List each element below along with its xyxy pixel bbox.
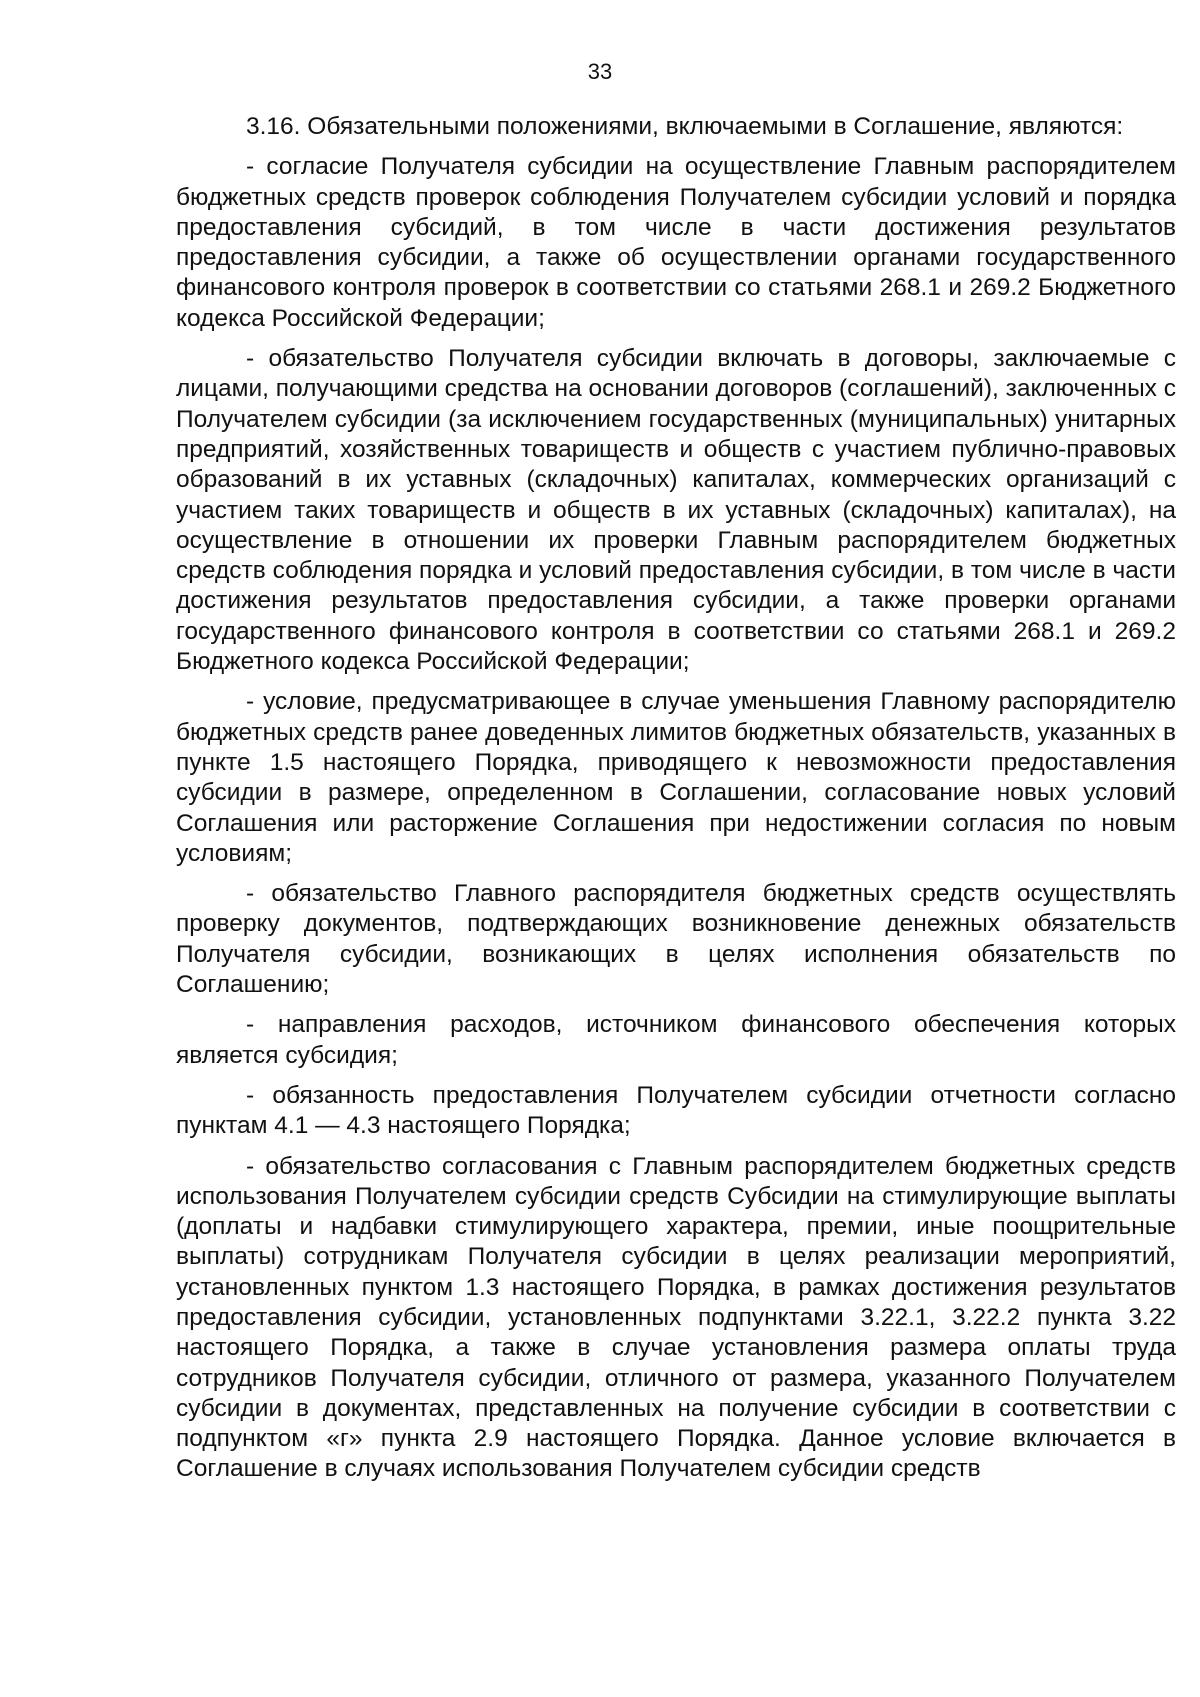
- paragraph-limits-reduction: - условие, предусматривающее в случае уменьшения Главному распорядителю бюджетных средств ранее доведенных лимитов бюджетных обязательств, указанных в пункте 1.5 настоящего Порядка, приводящего к невозможности предоставления субсидии в размере, определенном в Соглашении, согласование новых условий Соглашения или расторжение Соглашения при недостижении согласия по новым условиям;: [176, 688, 1176, 867]
- paragraph-obligation-contracts: - обязательство Получателя субсидии включать в договоры, заключаемые с лицами, получающими средства на основании договоров (соглашений), заключенных с Получателем субсидии (за исключением государственных (муниципальных) унитарных предприятий, хозяйственных товариществ и обществ с участием публично-правовых образований в их уставных (складочных) капиталах, коммерческих организаций с участием таких товариществ и обществ в их уставных (складочных) капиталах), на осуществление в отношении их проверки Главным распорядителем бюджетных средств соблюдения порядка и условий предоставления субсидии, в том числе в части достижения результатов предоставления субсидии, а также проверки органами государственного финансового контроля в соответствии со статьями 268.1 и 269.2 Бюджетного кодекса Российской Федерации;: [176, 345, 1176, 676]
- paragraph-incentive-payments: - обязательство согласования с Главным распорядителем бюджетных средств использования Получателем субсидии средств Субсидии на стимулирующие выплаты (доплаты и надбавки стимулирующего характера, премии, иные поощрительные выплаты) сотрудникам Получателя субсидии в целях реализации мероприятий, установленных пунктом 1.3 настоящего Порядка, в рамках достижения результатов предоставления субсидии, установленных подпунктами 3.22.1, 3.22.2 пункта 3.22 настоящего Порядка, а также в случае установления размера оплаты труда сотрудников Получателя субсидии, отличного от размера, указанного Получателем субсидии в документах, представленных на получение субсидии в соответствии с подпунктом «г» пункта 2.9 настоящего Порядка. Данное условие включается в Соглашение в случаях использования Получателем субсидии средств: [176, 1152, 1176, 1483]
- paragraph-document-verification: - обязательство Главного распорядителя бюджетных средств осуществлять проверку документов, подтверждающих возникновение денежных обязательств Получателя субсидии, возникающих в целях исполнения обязательств по Соглашению;: [176, 880, 1176, 999]
- paragraph-expense-directions: - направления расходов, источником финансового обеспечения которых является субсидия;: [176, 1011, 1176, 1069]
- document-body: [176, 112, 1176, 1495]
- paragraph-reporting-duty: - обязанность предоставления Получателем субсидии отчетности согласно пунктам 4.1 — 4.3 настоящего Порядка;: [176, 1081, 1176, 1140]
- page-number: 33: [587, 59, 613, 84]
- paragraph-consent-inspections: - согласие Получателя субсидии на осуществление Главным распорядителем бюджетных средств проверок соблюдения Получателем субсидии условий и порядка предоставления субсидий, в том числе в части достижения результатов предоставления субсидии, а также об осуществлении органами государственного финансового контроля проверок в соответствии со статьями 268.1 и 269.2 Бюджетного кодекса Российской Федерации;: [176, 153, 1176, 332]
- paragraph-3-16-heading: 3.16. Обязательными положениями, включаемыми в Соглашение, являются:: [246, 113, 1124, 140]
